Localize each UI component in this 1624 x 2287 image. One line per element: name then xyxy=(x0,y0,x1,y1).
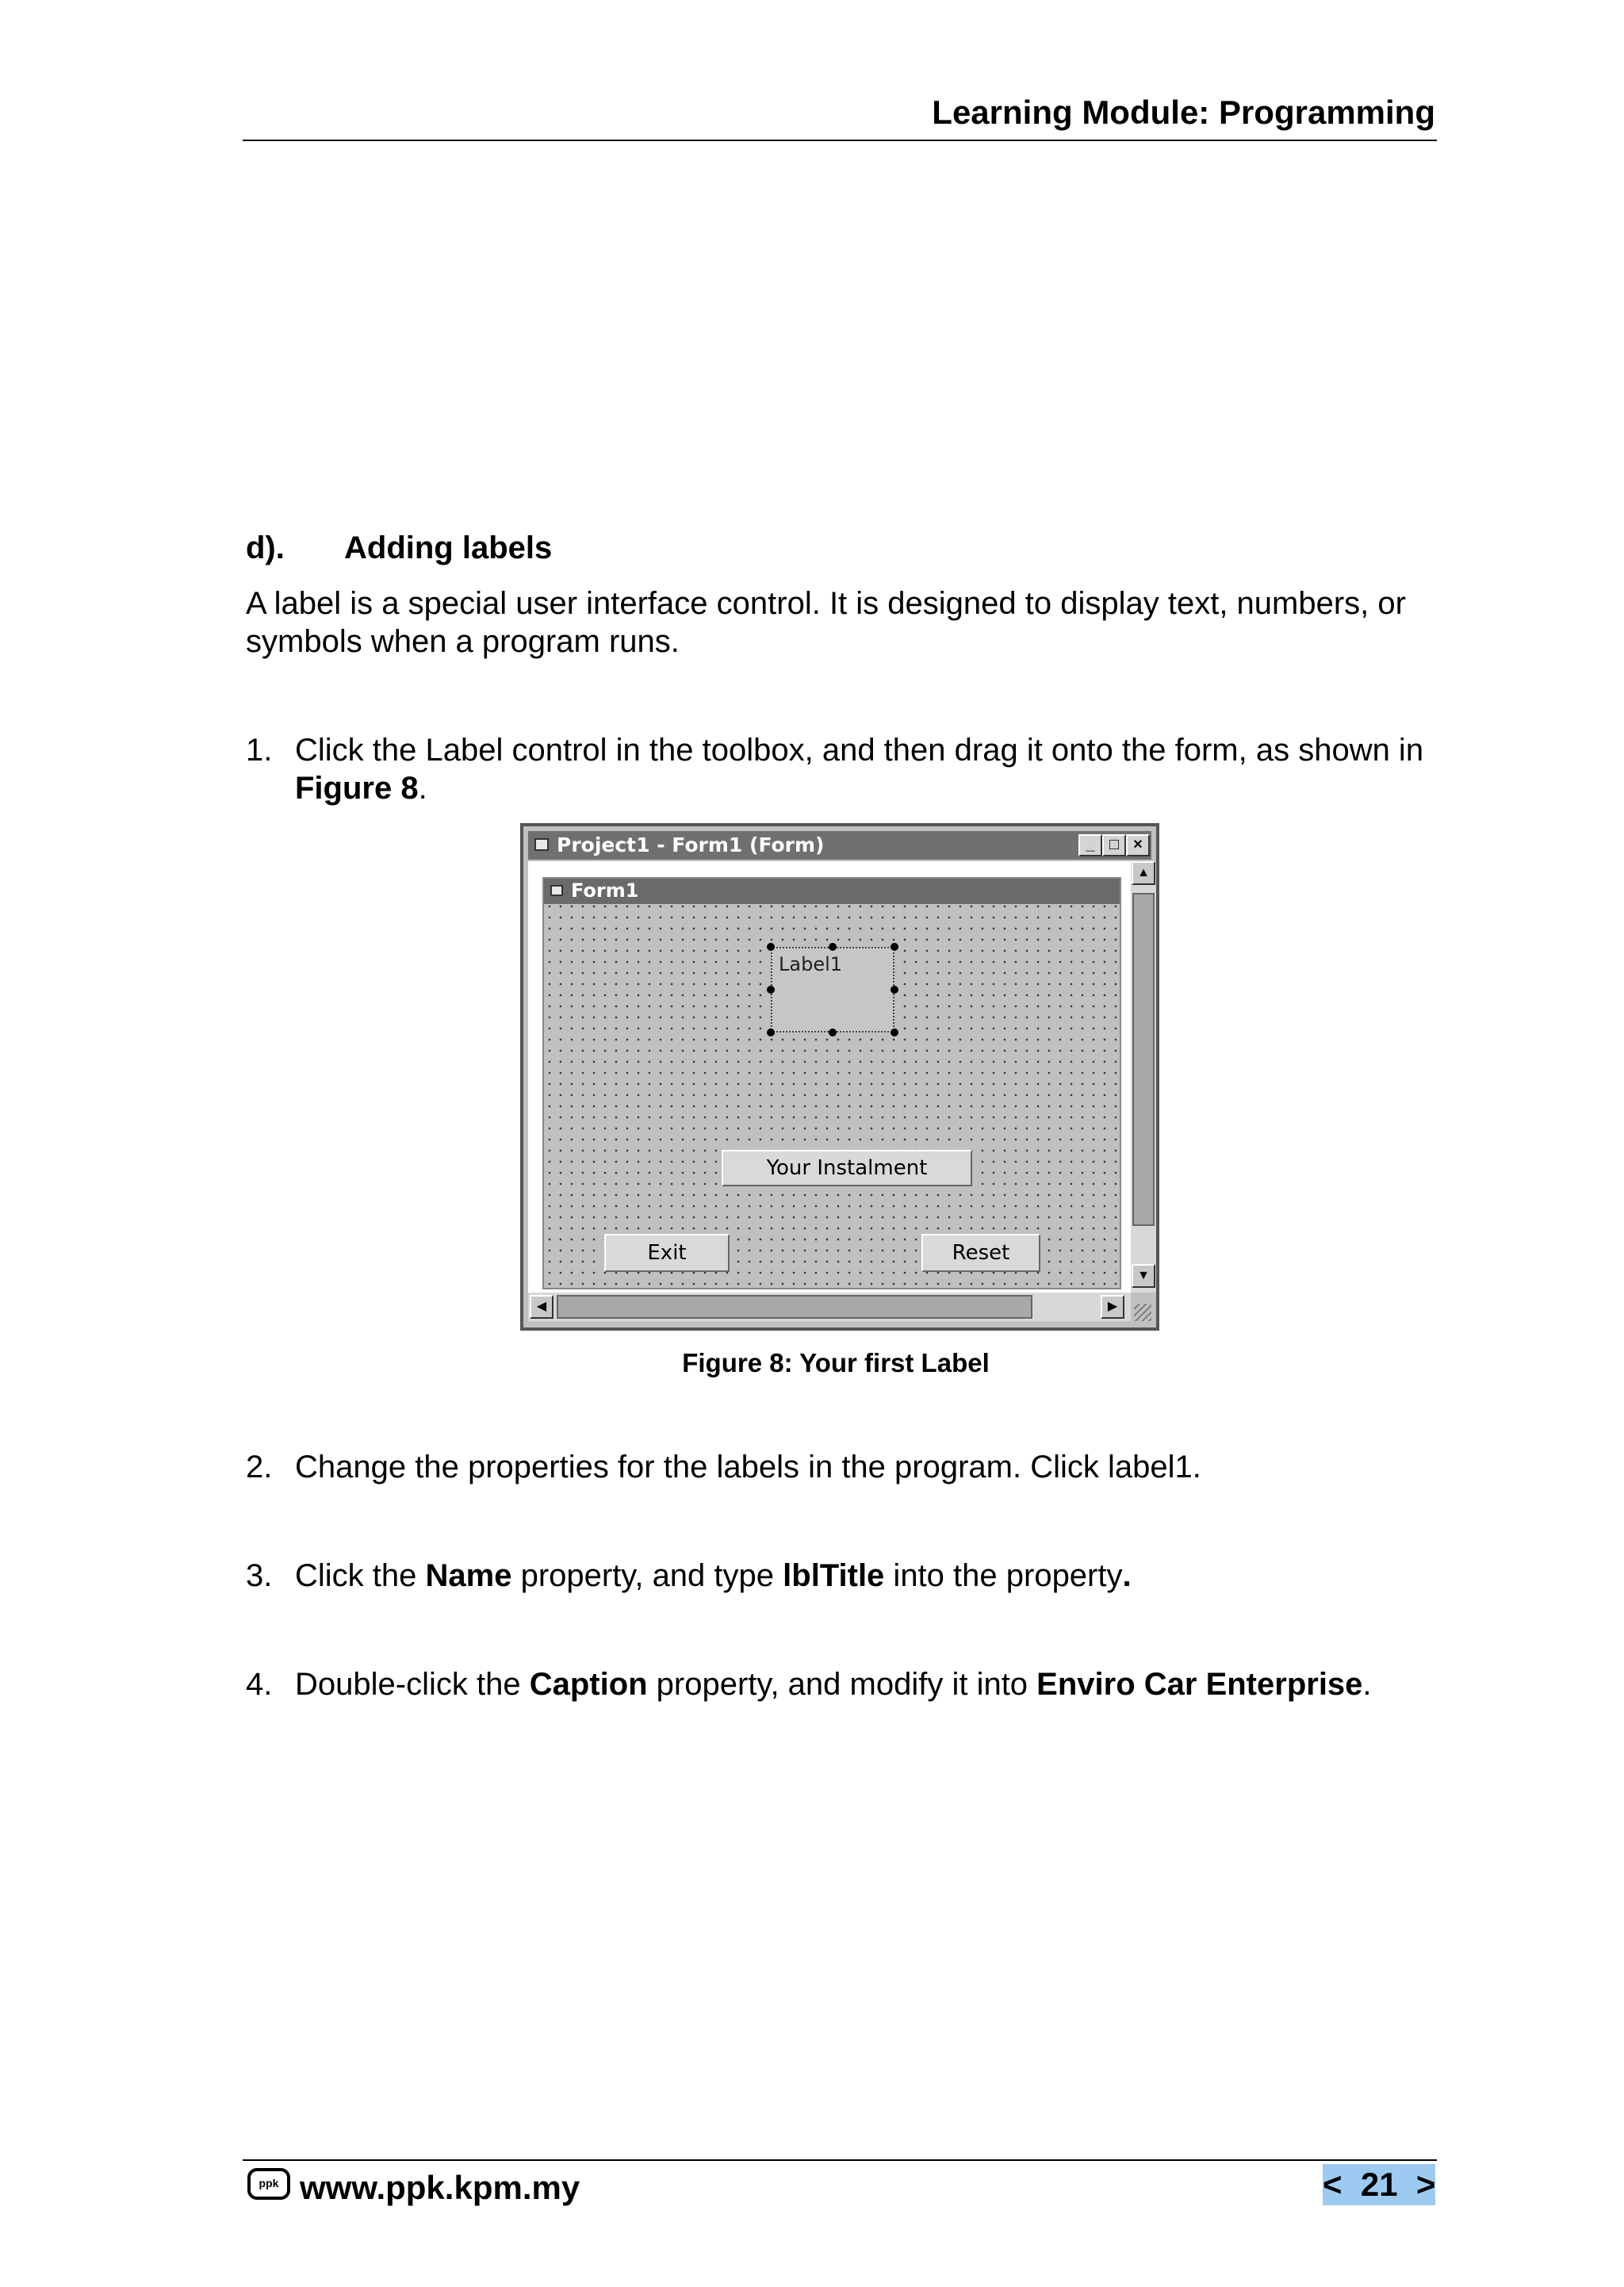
section-title: Adding labels xyxy=(344,531,553,565)
minimize-button[interactable]: _ xyxy=(1078,834,1102,856)
exit-button[interactable]: Exit xyxy=(604,1234,730,1272)
close-button[interactable]: × xyxy=(1126,834,1150,856)
label1-caption: Label1 xyxy=(779,953,843,975)
form1-title: Form1 xyxy=(571,879,639,902)
resize-handle[interactable] xyxy=(829,1029,837,1036)
scroll-right-arrow-icon[interactable]: ▶ xyxy=(1101,1295,1124,1319)
step-text: Change the properties for the labels in the program. Click label1. xyxy=(295,1450,1201,1484)
step-2 xyxy=(246,1448,1451,1496)
vb-form-designer-window xyxy=(520,823,1159,1331)
horizontal-scroll-thumb[interactable] xyxy=(557,1295,1032,1319)
window-title: Project1 - Form1 (Form) xyxy=(557,833,825,856)
scroll-down-arrow-icon[interactable]: ▼ xyxy=(1132,1264,1155,1288)
form1-title-bar xyxy=(544,879,1120,904)
section-intro: A label is a special user interface control. It is designed to display text, numbers, or symbols when a program runs. xyxy=(246,586,1406,659)
scroll-up-arrow-icon[interactable]: ▲ xyxy=(1132,861,1155,885)
resize-handle[interactable] xyxy=(767,943,775,951)
step-number: 4. xyxy=(246,1667,273,1702)
form-icon xyxy=(550,885,563,896)
step-text: Click the Name property, and type lblTitle into the property. xyxy=(295,1558,1132,1593)
step-number: 3. xyxy=(246,1558,273,1593)
section-number: d). xyxy=(246,531,285,565)
step-1 xyxy=(246,731,1451,818)
label1-control[interactable] xyxy=(771,947,894,1032)
figure-caption: Figure 8: Your first Label xyxy=(682,1348,990,1377)
resize-handle[interactable] xyxy=(891,986,898,994)
footer-url[interactable]: www.ppk.kpm.my xyxy=(300,2169,580,2206)
window-title-bar xyxy=(528,831,1151,860)
step-4 xyxy=(246,1665,1451,1713)
ppk-logo-icon: ppk xyxy=(247,2168,290,2200)
resize-handle[interactable] xyxy=(829,943,837,951)
form-icon xyxy=(534,838,549,851)
step-number: 1. xyxy=(246,733,273,768)
footer-rule xyxy=(243,2159,1437,2161)
vertical-scroll-thumb[interactable] xyxy=(1132,893,1155,1226)
header-title: Learning Module: Programming xyxy=(932,94,1435,131)
maximize-button[interactable]: □ xyxy=(1102,834,1126,856)
step-number: 2. xyxy=(246,1450,273,1484)
resize-handle[interactable] xyxy=(767,986,775,994)
step-text: Click the Label control in the toolbox, and then drag it onto the form, as shown in Figure 8. xyxy=(295,733,1424,806)
your-instalment-button[interactable]: Your Instalment xyxy=(722,1150,972,1186)
vertical-scrollbar[interactable] xyxy=(1131,861,1156,1293)
resize-handle[interactable] xyxy=(891,943,898,951)
header-rule xyxy=(243,140,1437,141)
page-number: < 21 > xyxy=(1323,2164,1435,2205)
step-3 xyxy=(246,1557,1451,1604)
form1-designer[interactable] xyxy=(542,877,1121,1289)
horizontal-scrollbar[interactable] xyxy=(528,1293,1131,1321)
resize-handle[interactable] xyxy=(891,1029,898,1036)
resize-grip-icon[interactable] xyxy=(1134,1304,1151,1321)
scroll-left-arrow-icon[interactable]: ◀ xyxy=(530,1295,553,1319)
reset-button[interactable]: Reset xyxy=(921,1234,1040,1272)
step-text: Double-click the Caption property, and modify it into Enviro Car Enterprise. xyxy=(295,1667,1372,1702)
resize-handle[interactable] xyxy=(767,1029,775,1036)
